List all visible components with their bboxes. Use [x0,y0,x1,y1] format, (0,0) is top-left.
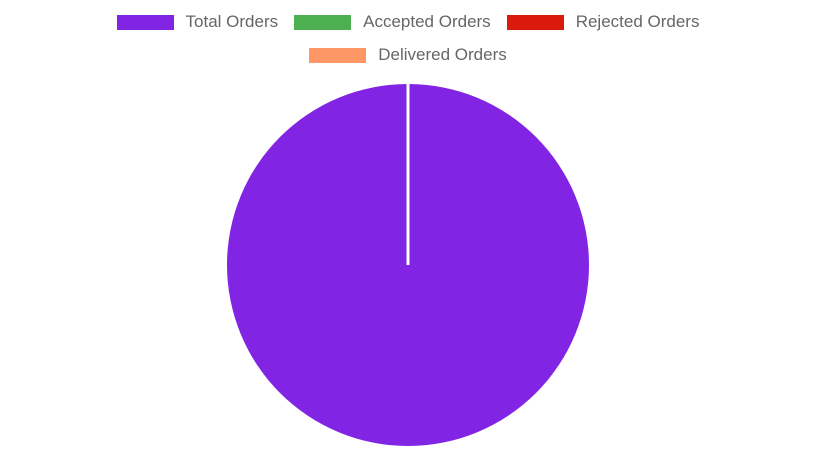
legend-label-rejected-orders: Rejected Orders [575,12,700,31]
legend-label-delivered-orders: Delivered Orders [378,45,507,64]
legend-label-accepted-orders: Accepted Orders [363,12,491,31]
legend-label-total-orders: Total Orders [185,12,279,31]
